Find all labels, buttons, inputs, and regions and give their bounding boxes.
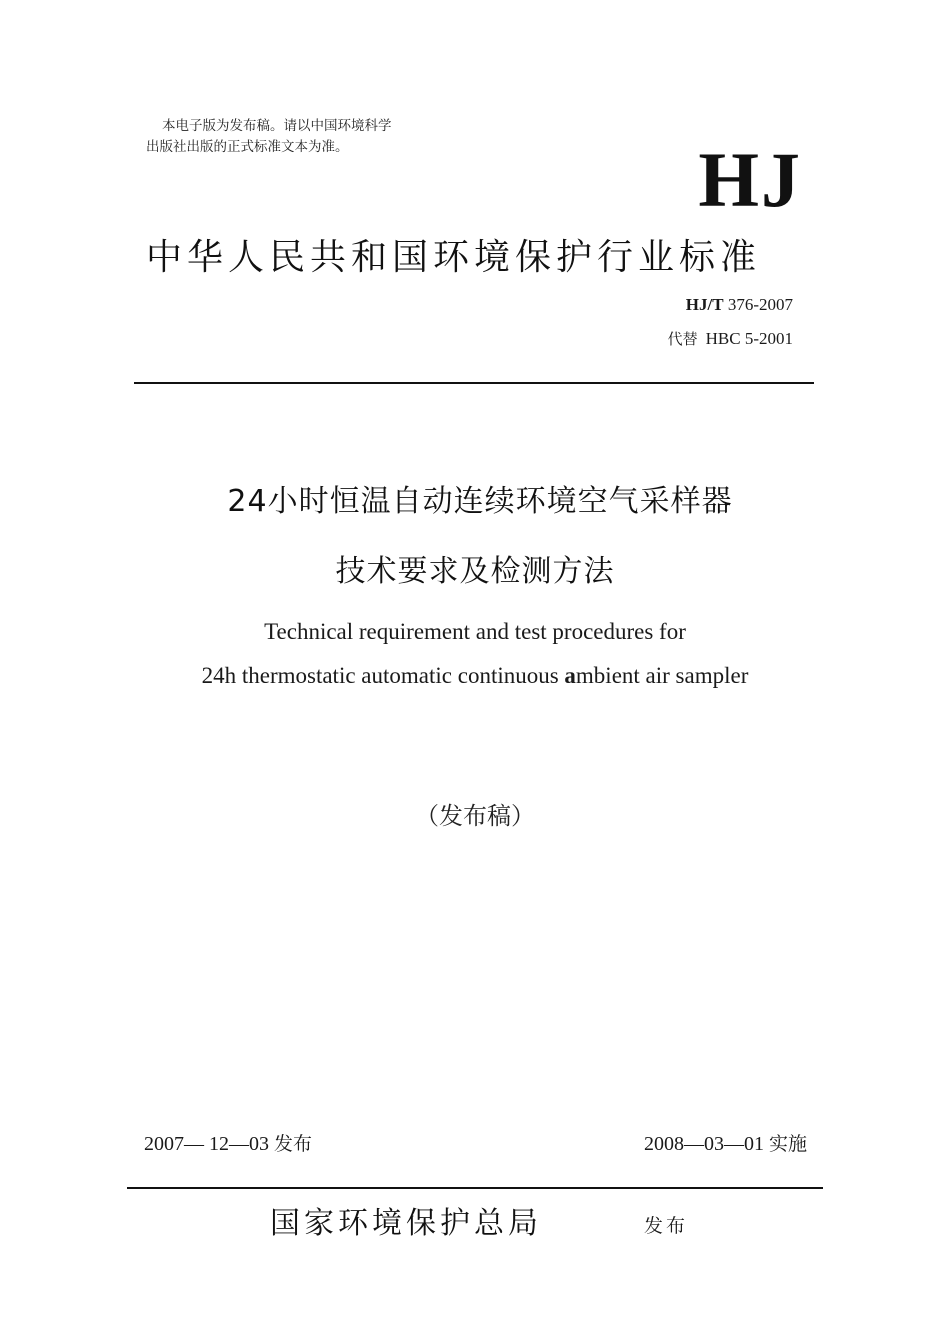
electronic-version-notice: [146, 116, 392, 158]
english-title-line-2-post: mbient air sampler: [575, 663, 749, 688]
top-divider: [134, 382, 814, 384]
replaces-standard: [668, 328, 793, 350]
replaces-code: HBC 5-2001: [705, 329, 793, 348]
implementation-date-value: 2008—03—01: [643, 1133, 764, 1155]
chinese-title-line-1: 24小时恒温自动连续环境空气采样器: [227, 484, 733, 519]
implementation-date-suffix: 实施: [768, 1133, 807, 1155]
bottom-divider: [127, 1187, 823, 1189]
issue-date: [144, 1130, 312, 1158]
english-title-line-1: Technical requirement and test procedures for: [264, 619, 686, 644]
publisher-suffix: 发布: [644, 1215, 689, 1237]
english-title-line-2: [0, 661, 950, 691]
english-title-line-2-pre: 24h thermostatic automatic continuous: [201, 663, 565, 688]
english-title-line-2-bold: a: [564, 663, 576, 688]
standard-category-title: 中华人民共和国环境保护行业标准: [146, 237, 762, 278]
hj-logo: HJ: [698, 136, 802, 223]
release-draft-label: （发布稿）: [415, 802, 535, 830]
chinese-title-line-2: 技术要求及检测方法: [335, 554, 615, 589]
notice-line-2: 出版社出版的正式标准文本为准。: [146, 139, 349, 155]
standard-code-number: 376-2007: [727, 295, 793, 314]
implementation-date: [644, 1130, 807, 1158]
standard-number: [686, 294, 793, 316]
issue-date-suffix: 发布: [274, 1133, 313, 1155]
replaces-label: 代替: [667, 330, 698, 348]
notice-line-1: 本电子版为发布稿。请以中国环境科学: [162, 118, 392, 134]
standard-code-prefix: HJ/T: [685, 295, 724, 314]
publisher-name: 国家环境保护总局: [270, 1206, 542, 1241]
issue-date-value: 2007— 12—03: [144, 1133, 269, 1155]
